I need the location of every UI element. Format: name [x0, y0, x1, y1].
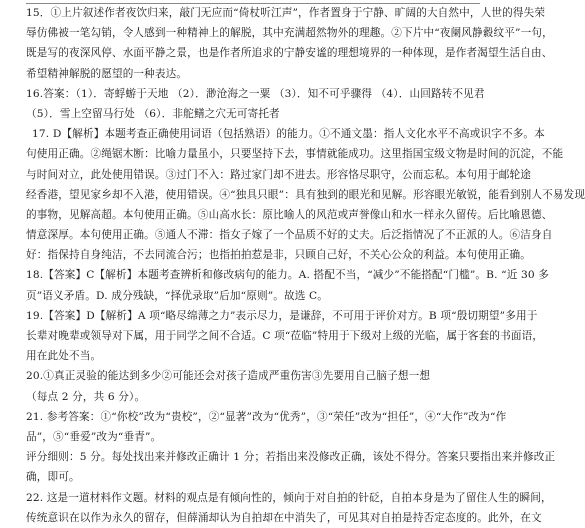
- text-line: 品”，⑤“垂爱”改为“垂青”。: [26, 430, 162, 443]
- text-line: 的事物，见解高超。本句使用正确。⑤山高水长：原比喻人的风范或声誉像山和水一样永久留传。后比喻恩德、: [26, 208, 553, 221]
- text-line: 经香港，望见家乡却不入港，使用错误。④“独具只眼”：具有独到的眼光和见解。形容眼光敏锐，能看到别人不易发现: [26, 188, 585, 201]
- text-line: （5）．雪上空留马行处 （6）．非舵鳝之穴无可寄托者: [26, 107, 280, 120]
- text-line: 18.【答案】C【解析】本题考查辨析和修改病句的能力。A. 搭配不当，“减少”不能搭配“门槛”。B. “近 30 多: [26, 269, 550, 282]
- text-line: 希望精神解脱的愿望的一种表达。: [26, 67, 188, 80]
- text-line: 19.【答案】D【解析】A 项“略尽绵薄之力”表示尽力，是谦辞，不可用于评价对方。B 项“殷切期望”多用于: [26, 309, 538, 322]
- text-line: 情意深厚。本句使用正确。⑤通人不滞：指女子嫁了一个品质不好的丈夫。后泛指情况了不正派的人。⑥洁身自: [26, 229, 553, 242]
- text-line: 页”语义矛盾。D. 成分残缺，“择优录取”后加“原则”。故选 C。: [26, 289, 329, 302]
- text-line: 16.答案：（1）．寄蜉蝣于天地 （2）．渺沧海之一粟 （3）．知不可乎骤得 （4）．山回路转不见君: [26, 87, 485, 100]
- text-line: 好：指保持自身纯洁，不去同流合污；也指拍拍惹是非，只顾自己好，不关心公众的利益。本句使用正确。: [26, 249, 531, 262]
- text-line: 辱仿佛被一笔勾销，令人感到一种精神上的解脱，其中充满超然物外的理趣。②下片中“夜阑风静縠纹平”一句，: [26, 27, 553, 40]
- text-line: 与时间对立，此处使用错误。③过门不入：路过家门却不进去。形容恪尽职守，公而忘私。本句用于邮轮途: [26, 168, 531, 181]
- text-line: （每点 2 分，共 6 分）。: [26, 390, 146, 403]
- text-line: 既是写的夜深风停、水面平静之景，也是作者所追求的宁静安谧的理想境界的一种体现，是作者渴望生活自由、: [26, 47, 553, 60]
- text-line: 传统意识在以作为永久的留存，但薛涌却认为自拍却在中消失了，可见其对自拍是持否定态度的。此外，在文: [26, 511, 542, 524]
- text-line: 评分细则：5 分。每处找出来并修改正确计 1 分；若指出来没修改正确，该处不得分。答案只要指出来并修改正: [26, 451, 556, 464]
- text-line: 20.①真正灵验的能达到多少②可能还会对孩子造成严重伤害③先要用自己脑子想一想: [26, 370, 431, 383]
- answer-text-block: [26, 3, 585, 528]
- text-line: 确，即可。: [26, 471, 80, 484]
- text-line: 长辈对晚辈或领导对下属，用于同学之间不合适。C 项“莅临”特用于下级对上级的光临，属于客套的书面语，: [26, 330, 544, 342]
- text-line: 17. D【解析】本题考查正确使用词语（包括熟语）的能力。①不通文墨：指人文化水平不高或识字不多。本: [32, 128, 545, 141]
- text-line: 句使用正确。②绳锯木断：比喻力量虽小，只要坚持下去，事情就能成功。这里指国宝级文物是时间的沉淀，不能: [26, 148, 564, 161]
- text-line: 22. 这是一道材料作文题。材料的观点是有倾向性的，倾向于对自拍的针砭，自拍本身是为了留住人生的瞬间，: [26, 491, 552, 504]
- text-line: 用在此处不当。: [26, 350, 102, 363]
- text-line: 15．①上片叙述作者夜饮归来，敲门无应而“倚杖听江声”，作者置身于宁静、旷阔的大自然中，人世的得失荣: [26, 7, 546, 19]
- text-line: 21. 参考答案：①“你校”改为“贵校”，②“显著”改为“优秀”，③“荣任”改为“担任”，④“大作”改为“作: [26, 410, 507, 423]
- top-rule: [26, 3, 480, 4]
